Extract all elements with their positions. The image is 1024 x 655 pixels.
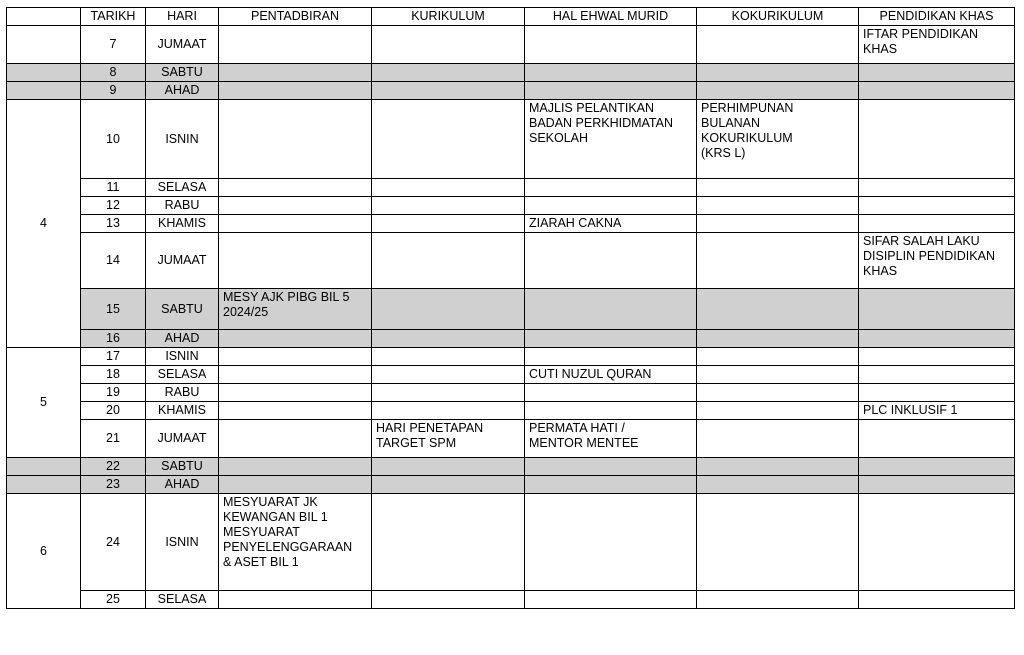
date-cell: 12 (81, 197, 146, 215)
table-row (7, 591, 1015, 609)
table-row (7, 26, 1015, 64)
date-cell: 25 (81, 591, 146, 609)
date-cell: 19 (81, 384, 146, 402)
event-cell-pk: PLC INKLUSIF 1 (859, 402, 1015, 420)
event-cell-koku: PERHIMPUNAN BULANAN KOKURIKULUM (KRS L) (697, 100, 859, 179)
date-cell: 17 (81, 348, 146, 366)
event-cell-pk (859, 458, 1015, 476)
day-cell: JUMAAT (146, 420, 219, 458)
event-cell-pk (859, 100, 1015, 179)
date-cell: 16 (81, 330, 146, 348)
table-row (7, 82, 1015, 100)
header-hari: HARI (146, 8, 219, 26)
header-row (7, 8, 1015, 26)
event-cell-pk (859, 366, 1015, 384)
event-cell-pk (859, 289, 1015, 330)
date-cell: 14 (81, 233, 146, 289)
day-cell: JUMAAT (146, 233, 219, 289)
event-cell-koku (697, 591, 859, 609)
event-cell-kurikulum (372, 26, 525, 64)
event-cell-koku (697, 384, 859, 402)
event-cell-pk: SIFAR SALAH LAKU DISIPLIN PENDIDIKAN KHAS (859, 233, 1015, 289)
event-cell-pentadbiran: MESY AJK PIBG BIL 5 2024/25 (219, 289, 372, 330)
day-cell: KHAMIS (146, 215, 219, 233)
event-cell-koku (697, 402, 859, 420)
event-cell-pentadbiran (219, 366, 372, 384)
event-cell-pentadbiran (219, 458, 372, 476)
week-cell (7, 458, 81, 476)
event-cell-hem (525, 458, 697, 476)
date-cell: 23 (81, 476, 146, 494)
table-row (7, 233, 1015, 289)
day-cell: SELASA (146, 591, 219, 609)
table-row (7, 476, 1015, 494)
event-cell-kurikulum (372, 215, 525, 233)
date-cell: 8 (81, 64, 146, 82)
event-cell-kurikulum (372, 476, 525, 494)
event-cell-pk (859, 591, 1015, 609)
day-cell: RABU (146, 384, 219, 402)
event-cell-pk (859, 348, 1015, 366)
date-cell: 20 (81, 402, 146, 420)
event-cell-pentadbiran (219, 179, 372, 197)
event-cell-pentadbiran (219, 591, 372, 609)
day-cell: ISNIN (146, 494, 219, 591)
table-row (7, 197, 1015, 215)
table-row (7, 366, 1015, 384)
event-cell-pentadbiran (219, 100, 372, 179)
event-cell-pk (859, 64, 1015, 82)
event-cell-kurikulum (372, 458, 525, 476)
event-cell-koku (697, 197, 859, 215)
table-row (7, 494, 1015, 591)
event-cell-hem: ZIARAH CAKNA (525, 215, 697, 233)
event-cell-hem (525, 591, 697, 609)
event-cell-kurikulum (372, 233, 525, 289)
event-cell-hem (525, 233, 697, 289)
event-cell-kurikulum (372, 100, 525, 179)
event-cell-koku (697, 458, 859, 476)
date-cell: 11 (81, 179, 146, 197)
table-row (7, 402, 1015, 420)
event-cell-pentadbiran (219, 384, 372, 402)
event-cell-koku (697, 494, 859, 591)
event-cell-pk: IFTAR PENDIDIKAN KHAS (859, 26, 1015, 64)
day-cell: SABTU (146, 289, 219, 330)
day-cell: KHAMIS (146, 402, 219, 420)
header-kokurikulum: KOKURIKULUM (697, 8, 859, 26)
day-cell: ISNIN (146, 348, 219, 366)
event-cell-koku (697, 420, 859, 458)
event-cell-pentadbiran (219, 64, 372, 82)
date-cell: 9 (81, 82, 146, 100)
day-cell: AHAD (146, 330, 219, 348)
event-cell-pk (859, 215, 1015, 233)
table-row (7, 64, 1015, 82)
day-cell: SABTU (146, 64, 219, 82)
event-cell-pentadbiran (219, 348, 372, 366)
event-cell-koku (697, 330, 859, 348)
event-cell-kurikulum (372, 591, 525, 609)
date-cell: 18 (81, 366, 146, 384)
event-cell-kurikulum (372, 402, 525, 420)
table-row (7, 458, 1015, 476)
event-cell-pk (859, 82, 1015, 100)
table-row (7, 384, 1015, 402)
day-cell: SELASA (146, 179, 219, 197)
event-cell-pk (859, 420, 1015, 458)
event-cell-pentadbiran (219, 197, 372, 215)
event-cell-kurikulum (372, 384, 525, 402)
event-cell-pk (859, 384, 1015, 402)
event-cell-pk (859, 476, 1015, 494)
day-cell: SABTU (146, 458, 219, 476)
week-cell (7, 476, 81, 494)
week-cell (7, 26, 81, 64)
event-cell-hem (525, 82, 697, 100)
header-pendidikan-khas: PENDIDIKAN KHAS (859, 8, 1015, 26)
event-cell-hem: PERMATA HATI / MENTOR MENTEE (525, 420, 697, 458)
event-cell-pentadbiran (219, 82, 372, 100)
event-cell-hem (525, 384, 697, 402)
event-cell-kurikulum: HARI PENETAPAN TARGET SPM (372, 420, 525, 458)
event-cell-kurikulum (372, 289, 525, 330)
event-cell-hem (525, 402, 697, 420)
header-hal-ehwal-murid: HAL EHWAL MURID (525, 8, 697, 26)
event-cell-hem (525, 179, 697, 197)
event-cell-kurikulum (372, 197, 525, 215)
event-cell-kurikulum (372, 82, 525, 100)
date-cell: 13 (81, 215, 146, 233)
event-cell-pk (859, 179, 1015, 197)
header-pentadbiran: PENTADBIRAN (219, 8, 372, 26)
day-cell: SELASA (146, 366, 219, 384)
event-cell-hem (525, 330, 697, 348)
week-cell (7, 82, 81, 100)
event-cell-koku (697, 233, 859, 289)
event-cell-koku (697, 366, 859, 384)
day-cell: ISNIN (146, 100, 219, 179)
table-row (7, 348, 1015, 366)
day-cell: AHAD (146, 82, 219, 100)
day-cell: JUMAAT (146, 26, 219, 64)
date-cell: 10 (81, 100, 146, 179)
day-cell: RABU (146, 197, 219, 215)
event-cell-hem (525, 197, 697, 215)
table-row (7, 330, 1015, 348)
header-kurikulum: KURIKULUM (372, 8, 525, 26)
date-cell: 15 (81, 289, 146, 330)
event-cell-kurikulum (372, 330, 525, 348)
date-cell: 7 (81, 26, 146, 64)
table-row (7, 215, 1015, 233)
event-cell-pentadbiran (219, 476, 372, 494)
event-cell-pk (859, 330, 1015, 348)
event-cell-hem (525, 289, 697, 330)
week-cell: 6 (7, 494, 81, 609)
table-row (7, 289, 1015, 330)
event-cell-hem (525, 476, 697, 494)
event-cell-pk (859, 494, 1015, 591)
date-cell: 21 (81, 420, 146, 458)
day-cell: AHAD (146, 476, 219, 494)
event-cell-kurikulum (372, 179, 525, 197)
event-cell-hem (525, 64, 697, 82)
event-cell-koku (697, 476, 859, 494)
event-cell-koku (697, 179, 859, 197)
event-cell-hem (525, 26, 697, 64)
event-cell-pentadbiran (219, 330, 372, 348)
table-row (7, 420, 1015, 458)
header-week (7, 8, 81, 26)
event-cell-pentadbiran (219, 420, 372, 458)
event-cell-pentadbiran (219, 26, 372, 64)
table-row (7, 179, 1015, 197)
event-cell-pentadbiran (219, 215, 372, 233)
event-cell-hem: CUTI NUZUL QURAN (525, 366, 697, 384)
event-cell-koku (697, 215, 859, 233)
event-cell-hem (525, 348, 697, 366)
date-cell: 22 (81, 458, 146, 476)
table-row (7, 100, 1015, 179)
week-cell (7, 64, 81, 82)
event-cell-kurikulum (372, 366, 525, 384)
event-cell-kurikulum (372, 494, 525, 591)
event-cell-koku (697, 289, 859, 330)
event-cell-koku (697, 348, 859, 366)
event-cell-kurikulum (372, 64, 525, 82)
date-cell: 24 (81, 494, 146, 591)
event-cell-pk (859, 197, 1015, 215)
week-cell: 5 (7, 348, 81, 458)
event-cell-hem (525, 494, 697, 591)
week-cell: 4 (7, 100, 81, 348)
event-cell-koku (697, 64, 859, 82)
event-cell-pentadbiran (219, 402, 372, 420)
event-cell-kurikulum (372, 348, 525, 366)
event-cell-pentadbiran (219, 233, 372, 289)
event-cell-koku (697, 26, 859, 64)
header-tarikh: TARIKH (81, 8, 146, 26)
calendar-table (6, 7, 1015, 609)
event-cell-pentadbiran: MESYUARAT JK KEWANGAN BIL 1 MESYUARAT PENYELENGGARAAN & ASET BIL 1 (219, 494, 372, 591)
event-cell-koku (697, 82, 859, 100)
event-cell-hem: MAJLIS PELANTIKAN BADAN PERKHIDMATAN SEKOLAH (525, 100, 697, 179)
